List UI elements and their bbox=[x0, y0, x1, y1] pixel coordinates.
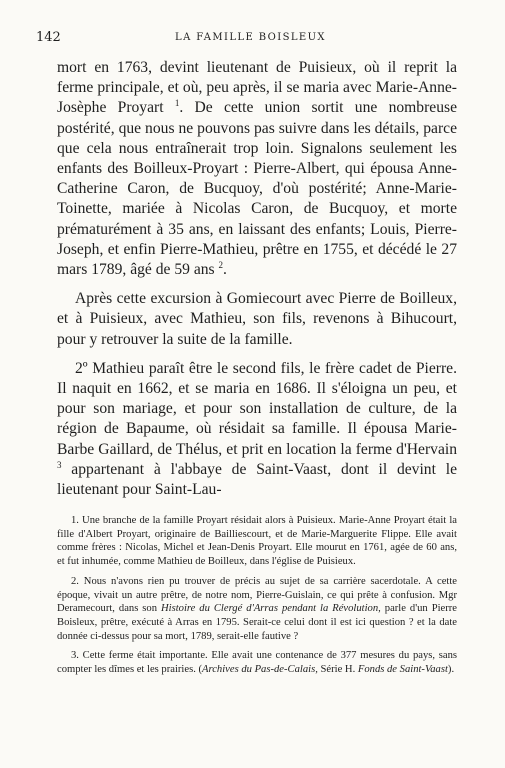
paragraph-3-part-2: appartenant à l'abbaye de Saint-Vaast, dont il devint le lieutenant pour Saint-Lau- bbox=[57, 460, 457, 499]
footnote-3-part-3: ). bbox=[447, 664, 455, 676]
page-header bbox=[36, 30, 465, 46]
paragraph-1-part-1: mort en 1763, devint lieutenant de Puisieux, où il reprit la ferme principale, et où, peu après, il se maria avec Marie-Anne-Josèphe Proyart bbox=[57, 59, 457, 117]
footnote-3-series: Fonds de Saint-Vaast bbox=[357, 664, 448, 676]
paragraph-3 bbox=[57, 359, 457, 500]
footnote-3 bbox=[57, 649, 457, 676]
footnote-ref-2: 2 bbox=[218, 260, 224, 271]
footnote-separator bbox=[57, 503, 457, 504]
paragraph-3-part-1: 2º Mathieu paraît être le second fils, le frère cadet de Pierre. Il naquit en 1662, et se maria en 1686. Il s'éloigna un peu, et pour son mariage, et pour son installation de culture, de la région de Bapaume, où résidait sa famille. Il épousa Marie-Barbe Gaillard, de Thélus, et prit en location la ferme d'Hervain bbox=[57, 359, 457, 458]
footnote-2-part-2: parle d'un Pierre Boisleux, prêtre, exécuté à Arras en 1795. Serait-ce celui dont il est ici question ? et la date donnée ci-dessus pour sa mort, 1789, serait-elle fautive ? bbox=[57, 603, 457, 642]
page-number: 142 bbox=[36, 30, 61, 45]
paragraph-1 bbox=[57, 58, 457, 280]
footnote-ref-1: 1 bbox=[174, 98, 180, 109]
paragraph-1-part-2: . De cette union sortit une nombreuse postérité, que nous ne pouvons pas suivre dans les détails, parce que cela nous entraînerait trop loin. Signalons seulement les enfants des Boilleux-Proyart : Pierre-Albert, qui épousa Anne-Catherine Caron, de Bucquoy, d'où postérité; Anne-Marie-Toinette, mariée à Nicolas Caron, de Bucquoy, et morte prématurément à 35 ans, en laissant des enfants; Louis, Pierre-Joseph, et enfin Pierre-Mathieu, prêtre en 1755, et décédé le 27 mars 1789, âgé de 59 ans bbox=[57, 99, 457, 279]
footnote-3-archive: Archives du Pas-de-Calais, bbox=[202, 664, 318, 676]
running-head: LA FAMILLE BOISLEUX bbox=[175, 32, 326, 43]
footnote-2-part-1: 2. Nous n'avons rien pu trouver de précis au sujet de sa carrière sacerdotale. A cette époque, vivait un autre prêtre, de notre nom, Pierre-Guislain, ce qui prête à confusion. Mgr Deramecourt, dans son bbox=[57, 575, 457, 615]
paragraph-2: Après cette excursion à Gomiecourt avec Pierre de Boilleux, et à Puisieux, avec Mathieu, son fils, revenons à Bihucourt, pour y retrouver la suite de la famille. bbox=[57, 290, 457, 348]
footnote-1: 1. Une branche de la famille Proyart résidait alors à Puisieux. Marie-Anne Proyart était la fille d'Albert Proyart, originaire de Bailliescourt, et de Marie-Marguerite Flippe. Elle avait comme frères : Nicolas, Michel et Jean-Denis Proyart. Elle mourut en 1761, agée de 60 ans, et fut inhumée, comme Mathieu de Boilleux, dans l'église de Puisieux. bbox=[57, 515, 457, 568]
footnote-3-part-2: Série H. bbox=[317, 664, 358, 676]
footnote-ref-3: 3 bbox=[57, 459, 62, 470]
footnotes bbox=[57, 514, 457, 683]
footnote-2-book-title: Histoire du Clergé d'Arras pendant la Révolution, bbox=[161, 603, 381, 615]
footnote-2 bbox=[57, 575, 457, 644]
main-text bbox=[57, 58, 457, 509]
footnote-3-part-1: 3. Cette ferme était importante. Elle avait une contenance de 377 mesures du pays, sans compter les dîmes et les prairies. ( bbox=[57, 650, 457, 676]
paragraph-1-part-3: . bbox=[223, 261, 227, 279]
